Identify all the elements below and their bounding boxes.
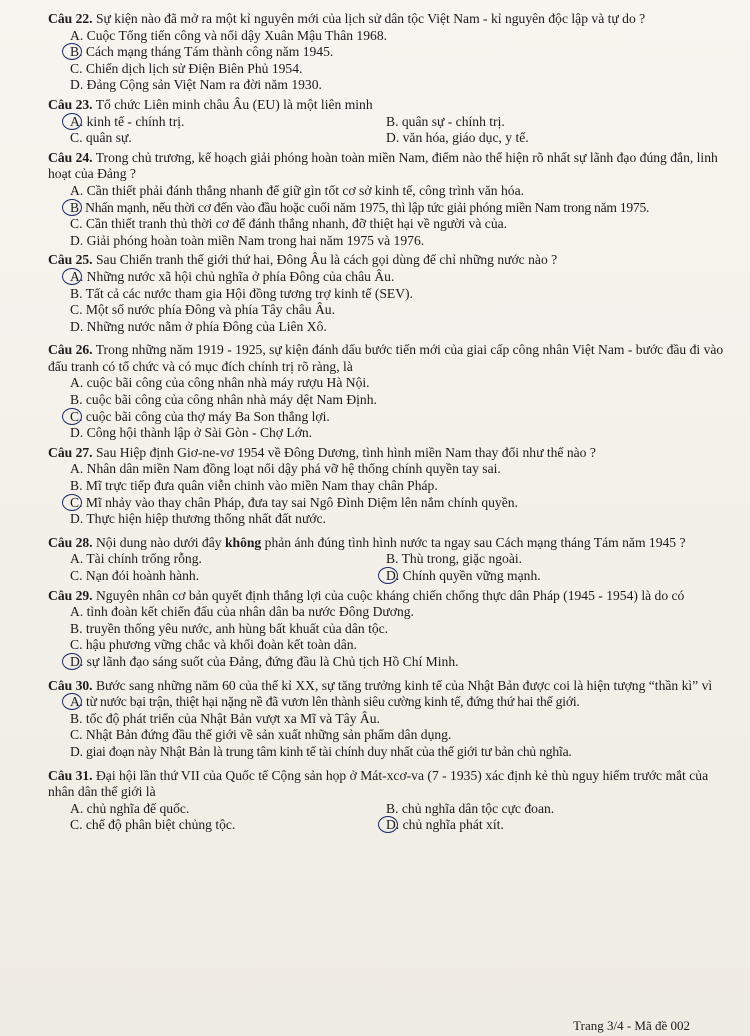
option-a: A. Cuộc Tổng tiến công và nổi dậy Xuân Mậu Thân 1968. bbox=[70, 27, 388, 43]
answer-circle-mark bbox=[62, 653, 82, 670]
option-d: D. Đảng Cộng sản Việt Nam ra đời năm 1930. bbox=[70, 77, 322, 93]
answer-circle-mark bbox=[62, 408, 82, 425]
option-a: A. Những nước xã hội chủ nghĩa ở phía Đông của châu Âu. bbox=[48, 269, 724, 286]
question-number: Câu 30. bbox=[48, 677, 93, 693]
question-stem: Trong những năm 1919 - 1925, sự kiện đánh dấu bước tiến mới của giai cấp công nhân Việt Nam - bước đầu đi vào đấu tranh có tổ chức và có mục đích chính trị rõ ràng, là bbox=[48, 342, 724, 374]
option-d: D. Chính quyền vững mạnh. bbox=[386, 568, 724, 585]
page-footer: Trang 3/4 - Mã đề 002 bbox=[573, 1018, 690, 1033]
question-26 bbox=[48, 342, 724, 442]
option-d: D. Thực hiện hiệp thương thống nhất đất nước. bbox=[70, 511, 326, 527]
option-a: A. chủ nghĩa đế quốc. bbox=[70, 800, 190, 816]
option-b: B. Tất cả các nước tham gia Hội đồng tương trợ kinh tế (SEV). bbox=[70, 285, 413, 301]
question-number: Câu 31. bbox=[48, 767, 93, 783]
option-d: D. giai đoạn này Nhật Bản là trung tâm kinh tế tài chính duy nhất của thế giới tư bản chủ nghĩa. bbox=[70, 743, 572, 759]
question-29 bbox=[48, 588, 724, 671]
question-27 bbox=[48, 445, 724, 528]
question-number: Câu 22. bbox=[48, 11, 93, 26]
option-a: A. Tài chính trống rỗng. bbox=[70, 551, 202, 567]
option-b: B. Nhấn mạnh, nếu thời cơ đến vào đầu hoặc cuối năm 1975, thì lập tức giải phóng miền Nam trong năm 1975. bbox=[48, 200, 724, 217]
option-b: B. quân sự - chính trị. bbox=[386, 113, 505, 129]
option-b: B. Thù trong, giặc ngoài. bbox=[386, 551, 523, 567]
option-b: B. cuộc bãi công của công nhân nhà máy dệt Nam Định. bbox=[70, 392, 377, 408]
option-a: A. từ nước bại trận, thiệt hại nặng nề đã vươn lên thành siêu cường kinh tế, đứng thứ hai thế giới. bbox=[48, 694, 724, 711]
question-25 bbox=[48, 252, 724, 335]
option-b: B. Cách mạng tháng Tám thành công năm 1945. bbox=[48, 44, 724, 61]
question-23 bbox=[48, 97, 724, 147]
question-31 bbox=[48, 768, 724, 834]
option-c: C. Nhật Bản đứng đầu thế giới về sản xuất những sản phẩm dân dụng. bbox=[70, 727, 452, 743]
option-c: C. Cần thiết tranh thủ thời cơ để đánh thắng nhanh, đỡ thiệt hại về người và của. bbox=[70, 216, 508, 232]
option-a: A. tình đoàn kết chiến đấu của nhân dân ba nước Đông Dương. bbox=[70, 604, 414, 620]
question-stem: Sau Hiệp định Giơ-ne-vơ 1954 về Đông Dương, tình hình miền Nam thay đổi như thế nào ? bbox=[95, 444, 596, 460]
option-b: B. Mĩ trực tiếp đưa quân viễn chinh vào miền Nam thay chân Pháp. bbox=[70, 478, 438, 494]
question-stem: Tổ chức Liên minh châu Âu (EU) là một liên minh bbox=[95, 96, 373, 112]
option-d: D. sự lãnh đạo sáng suốt của Đảng, đứng đầu là Chủ tịch Hồ Chí Minh. bbox=[48, 654, 724, 671]
question-number: Câu 24. bbox=[48, 149, 93, 165]
question-28 bbox=[48, 535, 724, 585]
question-number: Câu 23. bbox=[48, 96, 93, 112]
answer-circle-mark bbox=[62, 113, 82, 130]
question-number: Câu 26. bbox=[48, 342, 93, 358]
question-24 bbox=[48, 150, 724, 250]
answer-circle-mark bbox=[378, 567, 398, 584]
question-number: Câu 27. bbox=[48, 444, 93, 460]
option-a: A. kinh tế - chính trị. bbox=[70, 114, 386, 131]
option-c: C. Chiến dịch lịch sử Điện Biên Phủ 1954. bbox=[70, 60, 303, 76]
option-c: C. hậu phương vững chắc và khối đoàn kết toàn dân. bbox=[70, 637, 357, 653]
option-a: A. Cần thiết phải đánh thắng nhanh để giữ gìn tốt cơ sở kinh tế, công trình văn hóa. bbox=[70, 182, 525, 198]
question-number: Câu 25. bbox=[48, 252, 93, 268]
question-stem-rest: phản ánh đúng tình hình nước ta ngay sau Cách mạng tháng Tám năm 1945 ? bbox=[264, 534, 686, 550]
question-number: Câu 28. bbox=[48, 534, 93, 550]
option-b: B. chủ nghĩa dân tộc cực đoan. bbox=[386, 800, 555, 816]
question-stem: Sau Chiến tranh thế giới thứ hai, Đông Âu là cách gọi dùng để chỉ những nước nào ? bbox=[95, 252, 558, 268]
option-c: C. Một số nước phía Đông và phía Tây châu Âu. bbox=[70, 302, 336, 318]
option-c: C. Nạn đói hoành hành. bbox=[70, 568, 200, 583]
option-c: C. chế độ phân biệt chủng tộc. bbox=[70, 817, 236, 833]
answer-circle-mark bbox=[62, 268, 82, 285]
option-d: D. chủ nghĩa phát xít. bbox=[386, 817, 724, 834]
question-number: Câu 29. bbox=[48, 587, 93, 603]
question-stem: Nguyên nhân cơ bản quyết định thắng lợi của cuộc kháng chiến chống thực dân Pháp (1945 - 1954) là do có bbox=[95, 587, 685, 603]
option-c: C. quân sự. bbox=[70, 130, 132, 146]
option-b: B. tốc độ phát triển của Nhật Bản vượt xa Mĩ và Tây Âu. bbox=[70, 710, 380, 726]
question-30 bbox=[48, 678, 724, 761]
option-d: D. Công hội thành lập ở Sài Gòn - Chợ Lớn. bbox=[70, 425, 313, 441]
question-stem: Đại hội lần thứ VII của Quốc tế Cộng sản họp ở Mát-xcơ-va (7 - 1935) xác định kẻ thù nguy hiểm trước mắt của nhân dân thế giới là bbox=[48, 767, 709, 800]
option-d: D. văn hóa, giáo dục, y tế. bbox=[386, 130, 529, 146]
question-stem: Trong chủ trương, kế hoạch giải phóng hoàn toàn miền Nam, điểm nào thể hiện rõ nhất sự lãnh đạo đúng đắn, linh hoạt của Đảng ? bbox=[48, 149, 718, 182]
question-stem: Nội dung nào dưới đây bbox=[95, 534, 222, 550]
option-d: D. Những nước nằm ở phía Đông của Liên Xô. bbox=[70, 318, 327, 334]
option-c: C. Mĩ nhảy vào thay chân Pháp, đưa tay sai Ngô Đình Diệm lên nắm chính quyền. bbox=[48, 495, 724, 512]
answer-circle-mark bbox=[62, 494, 82, 511]
question-22 bbox=[48, 11, 724, 94]
option-b: B. truyền thống yêu nước, anh hùng bất khuất của dân tộc. bbox=[70, 620, 389, 636]
option-c: C. cuộc bãi công của thợ máy Ba Son thắng lợi. bbox=[48, 409, 724, 426]
option-a: A. cuộc bãi công của công nhân nhà máy rượu Hà Nội. bbox=[70, 375, 370, 391]
question-stem-negation: không bbox=[224, 534, 262, 550]
option-d: D. Giải phóng hoàn toàn miền Nam trong hai năm 1975 và 1976. bbox=[70, 232, 425, 248]
question-stem: Bước sang những năm 60 của thế kỉ XX, sự tăng trưởng kinh tế của Nhật Bản được coi là hiện tượng “thần kì” vì bbox=[95, 677, 713, 693]
answer-circle-mark bbox=[62, 199, 82, 216]
option-a: A. Nhân dân miền Nam đồng loạt nổi dậy phá vỡ hệ thống chính quyền tay sai. bbox=[70, 461, 501, 477]
question-stem: Sự kiện nào đã mở ra một kỉ nguyên mới của lịch sử dân tộc Việt Nam - kỉ nguyên độc lập và tự do ? bbox=[95, 11, 646, 26]
